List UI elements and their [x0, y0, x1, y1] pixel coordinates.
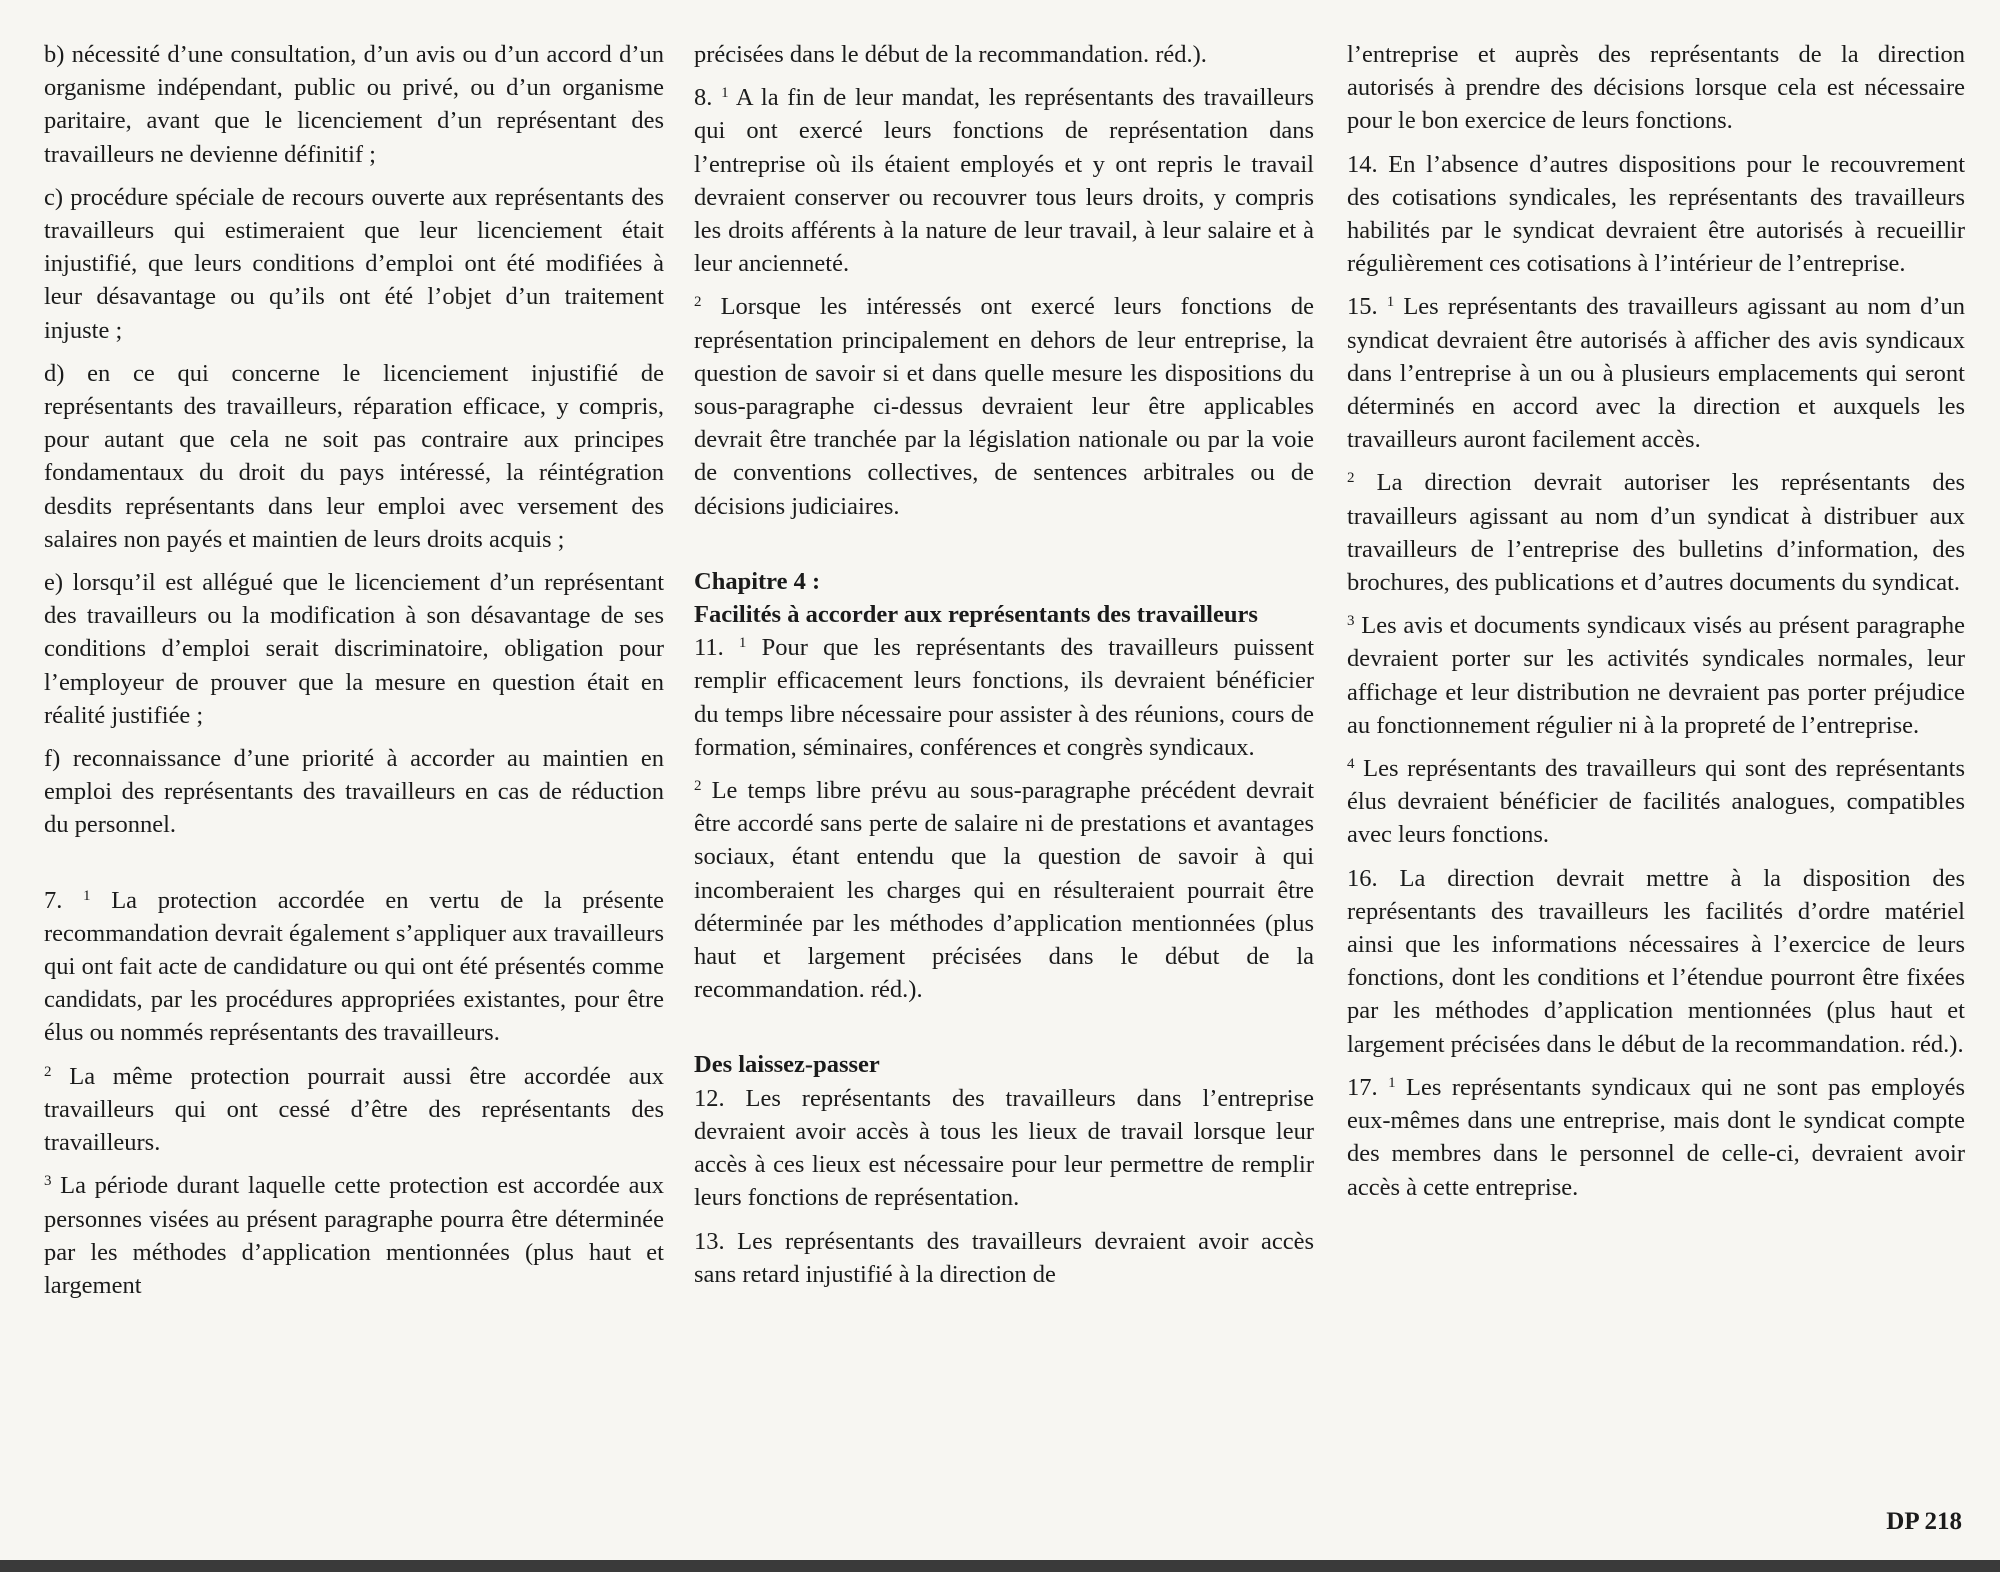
subparagraph-marker: 2: [1347, 470, 1355, 487]
paragraph: [694, 290, 1314, 522]
paragraph: [1347, 862, 1965, 1061]
subparagraph-marker: 3: [1347, 613, 1355, 630]
paragraph-number: 17.: [1347, 1073, 1378, 1101]
paragraph: [44, 181, 664, 347]
paragraph-text: Lorsque les intéressés ont exercé leurs fonctions de représentation principalement en dehors de leur entreprise, la question de savoir si et dans quelle mesure les dispositions du sous-paragraphe ci-dessus devraient leur être applicables devrait être tranchée par la législation nationale ou par la voie de conventions collectives, de sentences arbitrales ou de décisions judiciaires.: [694, 293, 1315, 520]
paragraph-text: l’entreprise et auprès des représentants de la direction autorisés à prendre des décisions lorsque cela est nécessaire pour le bon exercice de leurs fonctions.: [1347, 41, 1965, 135]
paragraph-text: La protection accordée en vertu de la présente recommandation devrait également s’appliquer aux travailleurs qui ont fait acte de candidature ou qui ont été présentés comme candidats, par les procédures appropriées existantes, pour être élus ou nommés représentants des travailleurs.: [44, 886, 664, 1047]
paragraph: [44, 38, 664, 171]
section-heading: Des laissez-passer: [694, 1051, 880, 1079]
paragraph: [694, 81, 1314, 280]
subparagraph-marker: 4: [1347, 756, 1355, 773]
paragraph: [694, 631, 1314, 764]
paragraph-text: La même protection pourrait aussi être accordée aux travailleurs qui ont cessé d’être des représentants des travailleurs.: [44, 1062, 664, 1157]
paragraph-number: 15.: [1347, 293, 1378, 321]
paragraph-number: 7.: [44, 886, 63, 914]
paragraph-text: La direction devrait mettre à la disposition des représentants des travailleurs les facilités d’ordre matériel ainsi que les informations nécessaires à l’exercice de leurs fonctions, dont les conditions et l’étendue pourront être fixées par les méthodes d’application mentionnées (plus haut et largement précisées dans le début de la recommandation. réd.).: [1347, 864, 1965, 1058]
paragraph: [44, 1169, 664, 1302]
paragraph: [1347, 466, 1965, 599]
paragraph-text: Le temps libre prévu au sous-paragraphe précédent devrait être accordé sans perte de salaire ni de prestations et avantages sociaux, étant entendu que la question de savoir à qui incomberaient les charges qui en résulteraient pourrait être déterminée par les méthodes d’application mentionnées (plus haut et largement précisées dans le début de la recommandation. réd.).: [694, 777, 1314, 1004]
subparagraph-marker: 1: [1388, 1074, 1396, 1091]
paragraph: [694, 1225, 1314, 1291]
paragraph: [44, 566, 664, 732]
paragraph-text: Les représentants des travailleurs devraient avoir accès sans retard injustifié à la direction de: [694, 1227, 1315, 1288]
paragraph-text: En l’absence d’autres dispositions pour le recouvrement des cotisations syndicales, les représentants des travailleurs habilités par le syndicat devraient être autorisés à recueillir régulièrement ces cotisations à l’intérieur de l’entreprise.: [1347, 150, 1966, 278]
paragraph-text: Les représentants des travailleurs dans l’entreprise devraient avoir accès à tous les lieux de travail lorsque leur accès à ces lieux est nécessaire pour leur permettre de remplir leurs fonctions de représentation.: [694, 1084, 1314, 1212]
subparagraph-marker: 3: [44, 1173, 52, 1190]
paragraph-text: e) lorsqu’il est allégué que le licenciement d’un représentant des travailleurs ou la modification à son désavantage de ses conditions d’emploi serait discriminatoire, obligation pour l’employeur de prouver que la mesure en question était en réalité justifiée ;: [44, 569, 664, 729]
paragraph-text: La période durant laquelle cette protection est accordée aux personnes visées au présent paragraphe pourra être déterminée par les méthodes d’application mentionnées (plus haut et largement: [44, 1172, 665, 1299]
paragraph: [44, 884, 664, 1050]
paragraph-number: 11.: [694, 634, 724, 662]
subparagraph-marker: 2: [694, 778, 702, 795]
text-column-middle: [694, 38, 1314, 1301]
paragraph-text: Pour que les représentants des travailleurs puissent remplir efficacement leurs fonctions, ils devraient bénéficier du temps libre nécessaire pour assister à des réunions, cours de formation, séminaires, conférences et congrès syndicaux.: [694, 634, 1314, 761]
subparagraph-marker: 1: [1386, 294, 1395, 311]
paragraph-number: 14.: [1347, 150, 1378, 178]
paragraph: [1347, 1071, 1965, 1204]
subparagraph-marker: 2: [44, 1063, 52, 1080]
subparagraph-marker: 2: [694, 294, 702, 311]
paragraph-text: b) nécessité d’une consultation, d’un avis ou d’un accord d’un organisme indépendant, public ou privé, ou d’un organisme paritaire, avant que le licenciement d’un représentant des travailleurs ne devienne définitif ;: [44, 41, 664, 168]
text-column-left: [44, 38, 664, 1312]
section-heading: Facilités à accorder aux représentants des travailleurs: [694, 601, 1258, 629]
paragraph: [1347, 38, 1965, 138]
paragraph: [694, 38, 1314, 71]
paragraph-number: 16.: [1347, 864, 1378, 892]
paragraph-number: 8.: [694, 84, 713, 112]
paragraph: [44, 1060, 664, 1160]
paragraph: [694, 774, 1314, 1006]
paragraph: [694, 1082, 1314, 1215]
paragraph-number: 12.: [694, 1084, 725, 1112]
page-number: DP 218: [1886, 1508, 1962, 1535]
section-heading: Chapitre 4 :: [694, 567, 821, 595]
paragraph-text: précisées dans le début de la recommandation. réd.).: [694, 41, 1207, 68]
subparagraph-marker: 1: [721, 85, 729, 102]
paragraph-text: d) en ce qui concerne le licenciement injustifié de représentants des travailleurs, réparation efficace, y compris, pour autant que cela ne soit pas contraire aux principes fondamentaux du droit du pays intéressé, la réintégration desdits représentants dans leur emploi avec versement des salaires non payés et maintien de leurs droits acquis ;: [44, 359, 664, 553]
paragraph-text: Les représentants des travailleurs agissant au nom d’un syndicat devraient être autorisés à afficher des avis syndicaux dans l’entreprise à un ou à plusieurs emplacements qui seront déterminés en accord avec la direction et auxquels les travailleurs auront facilement accès.: [1347, 293, 1966, 454]
subparagraph-marker: 1: [738, 635, 747, 652]
paragraph-text: Les représentants des travailleurs qui sont des représentants élus devraient bénéficier de facilités analogues, compatibles avec leurs fonctions.: [1347, 755, 1965, 849]
paragraph-text: Les avis et documents syndicaux visés au présent paragraphe devraient porter sur les activités syndicales normales, leur affichage et leur distribution ne devraient pas porter préjudice au fonctionnement régulier ni à la propreté de l’entreprise.: [1347, 612, 1966, 739]
text-column-right: [1347, 38, 1965, 1214]
paragraph-text: La direction devrait autoriser les représentants des travailleurs agissant au nom d’un syndicat à distribuer aux travailleurs de l’entreprise des bulletins d’information, des brochures, des publications et d’autres documents du syndicat.: [1347, 469, 1965, 597]
paragraph: [1347, 752, 1965, 852]
scan-edge: [0, 1560, 2000, 1572]
paragraph: [1347, 148, 1965, 281]
paragraph-text: A la fin de leur mandat, les représentants des travailleurs qui ont exercé leurs fonctions de représentation dans l’entreprise où ils étaient employés et y ont repris le travail devraient conserver ou recouvrer tous leurs droits, y compris les droits afférents à la nature de leur travail, à leur salaire et à leur ancienneté.: [694, 84, 1315, 278]
paragraph: [1347, 609, 1965, 742]
paragraph-text: Les représentants syndicaux qui ne sont pas employés eux-mêmes dans une entreprise, mais dont le syndicat compte des membres dans le personnel de celle-ci, devraient avoir accès à cette entreprise.: [1347, 1073, 1965, 1201]
paragraph-number: 13.: [694, 1227, 725, 1255]
paragraph: [44, 357, 664, 556]
paragraph: [1347, 290, 1965, 456]
paragraph-text: c) procédure spéciale de recours ouverte aux représentants des travailleurs qui estimeraient que leur licenciement était injustifié, que leurs conditions d’emploi ont été modifiées à leur désavantage ou qu’ils ont été l’objet d’un traitement injuste ;: [44, 183, 664, 344]
paragraph: [44, 742, 664, 842]
subparagraph-marker: 1: [83, 887, 91, 904]
paragraph-text: f) reconnaissance d’une priorité à accorder au maintien en emploi des représentants des travailleurs en cas de réduction du personnel.: [44, 745, 664, 839]
